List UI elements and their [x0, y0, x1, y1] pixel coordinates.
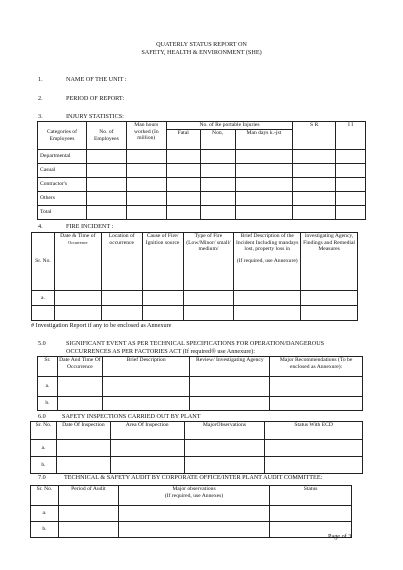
safety-inspections-heading: SAFETY INSPECTIONS CARRIED OUT BY PLANT: [62, 413, 201, 420]
item-number-3: 3.: [38, 113, 43, 120]
insp-row-a: a.: [31, 440, 57, 457]
header-type: Type of Fire (Low/Minor/ small/ medium/: [183, 233, 234, 291]
fire-incident-table: [31, 232, 358, 321]
significant-event-table: [37, 356, 363, 411]
header-brief-description: Brief Description of the Incident Including mandays lost, property loss in: [236, 233, 299, 253]
header-status-ecd: Status With ECD: [265, 422, 363, 440]
header-period-audit: Period of Audit: [58, 486, 118, 506]
investigation-note: # Investigation Report if any to be enclosed as Annexure: [31, 322, 172, 329]
report-subtitle: SAFETY, HEALTH & ENVIRONMENT (SHE): [141, 49, 262, 56]
safety-inspections-table: [30, 421, 363, 474]
audit-row-a: a.: [31, 506, 59, 522]
header-sr: S R: [293, 122, 336, 150]
header-brief-description: Brief Description: [102, 357, 190, 377]
header-date-inspection: Date Of Inspection: [56, 422, 110, 440]
injury-statistics-heading: INJURY STATISTICS:: [66, 113, 124, 120]
header-review-agency: Review/ Investigating Agency: [190, 357, 270, 377]
header-no-employees: No. of Employees: [86, 122, 126, 150]
fire-incident-heading: FIRE INCIDENT :: [66, 223, 114, 230]
header-major-recommendations: Major Recommendations (To be enclosed as Annexure):: [270, 357, 363, 377]
header-man-days: Man days k.-jst: [235, 130, 293, 150]
significant-event-heading: SIGNIFICANT EVENT AS PER TECHNICAL SPECIFICATIONS FOR OPERATION/DANGEROUS: [66, 340, 325, 347]
page-footer: Page of 3: [328, 533, 352, 540]
report-period-label: PERIOD OF REPORT:: [66, 95, 125, 102]
row-contractors: Contractor's: [38, 178, 87, 192]
header-area-inspection: Area Of Inspection: [110, 422, 184, 440]
header-categories: Categories of Employees: [38, 122, 87, 150]
audit-table: [30, 485, 352, 538]
item-number-5: 5.0: [38, 340, 46, 347]
header-brief-annexure: (If required, use Annexure): [236, 257, 298, 264]
row-others: Others: [38, 192, 87, 206]
item-number-7: 7.0: [38, 474, 46, 481]
header-sr-no: Sr. No.: [31, 422, 57, 440]
header-sr-no: Sr. No.: [31, 486, 59, 506]
header-fatal: Fatal: [166, 130, 200, 150]
item-number-6: 6.0: [38, 413, 46, 420]
report-title: QUATERLY STATUS REPORT ON: [156, 41, 247, 48]
sig-row-a: a.: [38, 377, 58, 397]
row-casual: Casual: [38, 164, 87, 178]
item-number-2: 2.: [38, 95, 43, 102]
header-major-observations: Major observations: [172, 486, 216, 492]
header-reportable-injuries: No. of Re portable Injuries: [166, 122, 293, 130]
sig-row-b: b.: [38, 397, 58, 411]
header-ii: I I: [336, 122, 366, 150]
header-status: Status: [270, 486, 352, 506]
fire-row-a: a.: [32, 291, 55, 306]
row-total: Total: [38, 206, 87, 220]
insp-row-b: b.: [31, 457, 57, 474]
unit-name-label: NAME OF THE UNIT :: [66, 76, 127, 83]
audit-row-b: b.: [31, 522, 59, 538]
header-sr: Sr.: [38, 357, 58, 377]
item-number-4: 4.: [38, 223, 43, 230]
header-investigating-agency: investigating Agency, Findings and Remedial Measures: [301, 233, 358, 291]
audit-heading: TECHNICAL & SAFETY AUDIT BY CORPORATE OFFICE/INTER PLANT AUDIT COMMITTEE:: [64, 474, 323, 481]
header-occurrence: Occurrence: [68, 239, 88, 245]
significant-event-heading-2: OCCURRENCES AS PER FACTORIES ACT (If required® use Annexure):: [66, 348, 255, 355]
header-observations-annexes: (If required, use Annexes): [164, 492, 224, 499]
header-location: Location of occurrence: [101, 233, 142, 291]
header-sr-no: Sr. No.: [32, 233, 55, 291]
header-date-time: Date And Time Of Occurrence: [57, 357, 102, 377]
row-departmental: Departmental: [38, 150, 87, 164]
header-major-observations: MajorObservations: [184, 422, 265, 440]
header-cause: Cause of Fire/ Ignition source: [142, 233, 183, 291]
header-man-hours: Man hours worked (In million): [126, 122, 166, 150]
header-non: Non,: [200, 130, 235, 150]
injury-statistics-table: [37, 121, 366, 220]
item-number-1: 1.: [38, 76, 43, 83]
header-date-time: Date & Time of: [60, 233, 96, 239]
